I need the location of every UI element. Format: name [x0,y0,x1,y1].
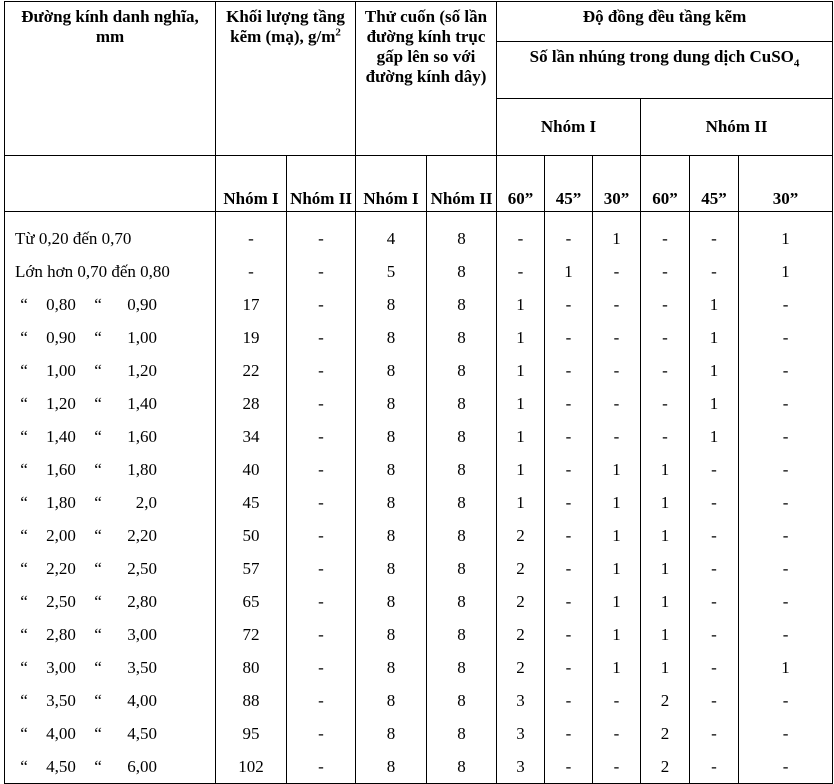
cell-dip-count: - [545,618,593,651]
cell-diameter [5,420,216,453]
cell-dip-count: 1 [690,288,739,321]
cell-mass-group-2: - [287,750,356,784]
cell-bend-group-2: 8 [427,387,497,420]
cell-dip-count: 1 [739,212,833,256]
cell-bend-group-1: 5 [356,255,427,288]
diameter-to: 4,00 [127,690,157,710]
cell-dip-count: - [641,354,690,387]
table-header [5,2,833,212]
ditto-mark: “ [20,459,28,479]
header-zinc-mass: Khối lượng tầng kẽm (mạ), $g/m^2$ [216,2,356,156]
cell-dip-count: - [593,387,641,420]
cell-dip-count: - [690,212,739,256]
cell-dip-count: - [690,684,739,717]
cell-dip-count: - [545,420,593,453]
cell-mass-group-2: - [287,618,356,651]
cell-dip-count: - [690,453,739,486]
cell-bend-group-2: 8 [427,486,497,519]
diameter-from: 2,80 [46,624,76,644]
cell-mass-group-1: - [216,255,287,288]
table-row [5,453,833,486]
ditto-mark: “ [94,525,102,545]
cell-dip-count: - [739,552,833,585]
ditto-mark: “ [94,624,102,644]
header-coating-uniformity: Độ đồng đều tầng kẽm [497,2,833,42]
table-body [5,212,833,784]
cell-bend-group-1: 8 [356,651,427,684]
cell-dip-count: - [545,585,593,618]
cell-mass-group-1: 17 [216,288,287,321]
diameter-to: 2,0 [135,492,157,512]
diameter-to: 4,50 [127,723,157,743]
cell-dip-count: - [641,321,690,354]
cell-bend-group-2: 8 [427,585,497,618]
ditto-mark: “ [20,624,28,644]
diameter-from: 1,80 [46,492,76,512]
cell-diameter: Lớn hơn 0,70 đến 0,80 [5,255,216,288]
table-row [5,717,833,750]
cell-mass-group-1: 65 [216,585,287,618]
cell-diameter [5,387,216,420]
diameter-to: 1,00 [127,327,157,347]
cell-mass-group-2: - [287,453,356,486]
cell-bend-group-2: 8 [427,519,497,552]
cell-diameter [5,453,216,486]
cell-dip-count: - [545,486,593,519]
zinc-coating-spec-table [4,1,833,784]
cell-bend-group-1: 8 [356,420,427,453]
cell-dip-count: 1 [593,552,641,585]
cell-dip-count: - [690,255,739,288]
cell-dip-count: - [593,420,641,453]
ditto-mark: “ [94,327,102,347]
cell-dip-count: - [739,288,833,321]
ditto-mark: “ [20,690,28,710]
cell-dip-count: - [739,684,833,717]
header-mass-group-2: Nhóm II [287,156,356,212]
cell-dip-count: 1 [739,255,833,288]
cell-mass-group-1: 88 [216,684,287,717]
cell-dip-count: 1 [593,453,641,486]
cell-bend-group-1: 8 [356,750,427,784]
cell-diameter [5,486,216,519]
cell-bend-group-1: 8 [356,453,427,486]
header-empty-cell [5,156,216,212]
ditto-mark: “ [94,426,102,446]
cell-dip-count: - [593,354,641,387]
table-row [5,684,833,717]
cell-mass-group-2: - [287,255,356,288]
ditto-mark: “ [20,327,28,347]
cell-dip-count: - [593,288,641,321]
diameter-from: 4,50 [46,756,76,776]
diameter-from: 0,90 [46,327,76,347]
table-row [5,486,833,519]
cell-dip-count: - [739,750,833,784]
cell-dip-count: 1 [593,618,641,651]
ditto-mark: “ [94,393,102,413]
cell-dip-count: - [497,255,545,288]
table-row [5,255,833,288]
cell-dip-count: 1 [641,585,690,618]
cell-dip-count: 2 [641,684,690,717]
cell-bend-group-1: 8 [356,585,427,618]
cell-bend-group-2: 8 [427,212,497,256]
header-time-g2-45: 45” [690,156,739,212]
ditto-mark: “ [20,525,28,545]
diameter-to: 6,00 [127,756,157,776]
cell-dip-count: 1 [641,651,690,684]
ditto-mark: “ [94,657,102,677]
header-bend-group-2: Nhóm II [427,156,497,212]
cell-mass-group-1: - [216,212,287,256]
table-row [5,387,833,420]
cell-dip-count: - [739,717,833,750]
header-group-2: Nhóm II [641,99,833,156]
cell-bend-group-2: 8 [427,288,497,321]
ditto-mark: “ [94,294,102,314]
diameter-from: 2,20 [46,558,76,578]
cell-dip-count: - [690,486,739,519]
cell-mass-group-1: 22 [216,354,287,387]
cell-mass-group-1: 34 [216,420,287,453]
header-group-1: Nhóm I [497,99,641,156]
cell-dip-count: - [545,651,593,684]
cell-dip-count: - [739,387,833,420]
cell-dip-count: 1 [497,321,545,354]
diameter-to: 1,60 [127,426,157,446]
ditto-mark: “ [20,591,28,611]
cell-dip-count: 1 [497,453,545,486]
cell-dip-count: - [545,453,593,486]
ditto-mark: “ [20,426,28,446]
cell-diameter [5,750,216,784]
cell-bend-group-1: 8 [356,618,427,651]
cell-bend-group-1: 8 [356,288,427,321]
diameter-from: 1,20 [46,393,76,413]
cell-dip-count: - [545,684,593,717]
cell-dip-count: - [545,354,593,387]
cell-mass-group-1: 80 [216,651,287,684]
diameter-from: 1,40 [46,426,76,446]
cell-dip-count: - [545,519,593,552]
ditto-mark: “ [94,492,102,512]
cell-dip-count: 1 [497,420,545,453]
cell-dip-count: 1 [690,321,739,354]
cell-bend-group-1: 8 [356,684,427,717]
cell-dip-count: - [739,420,833,453]
diameter-to: 2,50 [127,558,157,578]
cell-mass-group-1: 95 [216,717,287,750]
header-bend-group-1: Nhóm I [356,156,427,212]
cell-mass-group-2: - [287,486,356,519]
cell-dip-count: - [545,717,593,750]
table-row [5,651,833,684]
cell-dip-count: 1 [497,486,545,519]
diameter-to: 1,40 [127,393,157,413]
cell-dip-count: - [690,519,739,552]
cell-diameter [5,717,216,750]
cell-bend-group-2: 8 [427,651,497,684]
ditto-mark: “ [20,657,28,677]
cell-diameter [5,618,216,651]
cell-dip-count: 1 [641,552,690,585]
cell-dip-count: - [641,420,690,453]
cell-dip-count: 1 [593,519,641,552]
cell-dip-count: - [690,552,739,585]
ditto-mark: “ [94,690,102,710]
cell-bend-group-2: 8 [427,255,497,288]
diameter-to: 2,20 [127,525,157,545]
cell-dip-count: - [641,288,690,321]
cell-bend-group-2: 8 [427,321,497,354]
cell-bend-group-2: 8 [427,420,497,453]
ditto-mark: “ [20,723,28,743]
cell-mass-group-2: - [287,717,356,750]
cell-dip-count: 1 [593,212,641,256]
cell-dip-count: - [739,486,833,519]
table-row [5,552,833,585]
cell-dip-count: 1 [690,420,739,453]
cell-mass-group-2: - [287,212,356,256]
cell-dip-count: - [545,288,593,321]
diameter-to: 1,80 [127,459,157,479]
cell-mass-group-1: 57 [216,552,287,585]
cell-mass-group-1: 50 [216,519,287,552]
diameter-to: 3,00 [127,624,157,644]
ditto-mark: “ [20,294,28,314]
cell-dip-count: 2 [497,618,545,651]
cell-mass-group-2: - [287,684,356,717]
cell-dip-count: 3 [497,717,545,750]
cell-dip-count: 1 [690,354,739,387]
diameter-to: 0,90 [127,294,157,314]
cell-dip-count: 1 [739,651,833,684]
cell-dip-count: - [593,321,641,354]
ditto-mark: “ [20,492,28,512]
cell-diameter [5,519,216,552]
cell-bend-group-1: 8 [356,519,427,552]
diameter-to: 1,20 [127,360,157,380]
cell-dip-count: 1 [690,387,739,420]
cell-mass-group-1: 40 [216,453,287,486]
cell-bend-group-2: 8 [427,717,497,750]
cell-bend-group-1: 8 [356,552,427,585]
cell-dip-count: - [739,585,833,618]
cell-dip-count: - [545,321,593,354]
diameter-from: 2,00 [46,525,76,545]
cell-mass-group-2: - [287,585,356,618]
header-time-g1-60: 60” [497,156,545,212]
cell-dip-count: - [545,212,593,256]
ditto-mark: “ [94,360,102,380]
cell-dip-count: - [690,618,739,651]
table-row [5,212,833,256]
cell-bend-group-2: 8 [427,750,497,784]
cell-dip-count: 1 [641,453,690,486]
ditto-mark: “ [20,360,28,380]
table-row [5,420,833,453]
ditto-mark: “ [94,459,102,479]
cell-dip-count: - [593,717,641,750]
cell-dip-count: 1 [593,486,641,519]
cell-bend-group-1: 8 [356,321,427,354]
cell-dip-count: 1 [497,354,545,387]
cell-dip-count: 2 [641,750,690,784]
cell-dip-count: - [593,684,641,717]
cell-diameter [5,585,216,618]
cell-dip-count: 1 [545,255,593,288]
cell-bend-group-1: 8 [356,387,427,420]
cell-bend-group-2: 8 [427,453,497,486]
cell-diameter [5,354,216,387]
cell-dip-count: 2 [497,651,545,684]
cell-mass-group-2: - [287,387,356,420]
header-nominal-diameter: Đường kính danh nghĩa, mm [5,2,216,156]
cell-dip-count: 2 [497,519,545,552]
cell-dip-count: 1 [641,519,690,552]
cell-bend-group-2: 8 [427,354,497,387]
diameter-to: 3,50 [127,657,157,677]
cell-bend-group-2: 8 [427,552,497,585]
table-row [5,618,833,651]
header-mass-group-1: Nhóm I [216,156,287,212]
ditto-mark: “ [20,393,28,413]
cell-dip-count: - [641,212,690,256]
cell-dip-count: - [690,717,739,750]
ditto-mark: “ [94,756,102,776]
diameter-from: 3,00 [46,657,76,677]
cell-dip-count: - [593,750,641,784]
diameter-to: 2,80 [127,591,157,611]
cell-mass-group-2: - [287,354,356,387]
diameter-from: 3,50 [46,690,76,710]
cell-bend-group-1: 4 [356,212,427,256]
cell-dip-count: - [690,585,739,618]
cell-dip-count: - [690,651,739,684]
cell-dip-count: 1 [497,288,545,321]
cell-mass-group-1: 28 [216,387,287,420]
cell-mass-group-2: - [287,288,356,321]
cell-bend-group-1: 8 [356,354,427,387]
table-row [5,288,833,321]
cell-dip-count: - [739,453,833,486]
cell-dip-count: - [641,255,690,288]
diameter-from: 0,80 [46,294,76,314]
cell-dip-count: - [690,750,739,784]
table-row [5,354,833,387]
cell-bend-group-1: 8 [356,717,427,750]
cell-dip-count: 1 [641,618,690,651]
ditto-mark: “ [20,558,28,578]
cell-dip-count: - [739,618,833,651]
cell-mass-group-2: - [287,321,356,354]
table-row [5,321,833,354]
cell-bend-group-2: 8 [427,684,497,717]
cell-mass-group-2: - [287,552,356,585]
cell-mass-group-1: 19 [216,321,287,354]
ditto-mark: “ [94,723,102,743]
cell-diameter [5,684,216,717]
cell-dip-count: 3 [497,684,545,717]
header-dip-count: Số lần nhúng trong dung dịch CuSO$_4$ [497,42,833,99]
cell-dip-count: - [545,552,593,585]
cell-diameter: Từ 0,20 đến 0,70 [5,212,216,256]
cell-dip-count: 1 [497,387,545,420]
cell-bend-group-2: 8 [427,618,497,651]
cell-mass-group-1: 102 [216,750,287,784]
cell-dip-count: 1 [641,486,690,519]
cell-dip-count: - [641,387,690,420]
cell-dip-count: - [739,519,833,552]
cell-mass-group-2: - [287,420,356,453]
diameter-from: 4,00 [46,723,76,743]
header-time-g2-60: 60” [641,156,690,212]
diameter-from: 1,60 [46,459,76,479]
diameter-from: 1,00 [46,360,76,380]
cell-dip-count: 1 [593,651,641,684]
diameter-from: 2,50 [46,591,76,611]
ditto-mark: “ [94,558,102,578]
table-row [5,750,833,784]
cell-dip-count: 1 [593,585,641,618]
cell-bend-group-1: 8 [356,486,427,519]
cell-dip-count: 2 [497,552,545,585]
cell-dip-count: - [545,750,593,784]
cell-diameter [5,288,216,321]
cell-diameter [5,651,216,684]
cell-dip-count: 3 [497,750,545,784]
header-time-g1-45: 45” [545,156,593,212]
cell-dip-count: - [739,321,833,354]
table-row [5,585,833,618]
cell-mass-group-2: - [287,519,356,552]
cell-dip-count: 2 [497,585,545,618]
header-time-g1-30: 30” [593,156,641,212]
cell-dip-count: - [739,354,833,387]
cell-mass-group-1: 72 [216,618,287,651]
ditto-mark: “ [20,756,28,776]
cell-dip-count: - [593,255,641,288]
header-time-g2-30: 30” [739,156,833,212]
cell-dip-count: - [497,212,545,256]
table-row [5,519,833,552]
cell-diameter [5,552,216,585]
cell-mass-group-2: - [287,651,356,684]
cell-dip-count: - [545,387,593,420]
ditto-mark: “ [94,591,102,611]
cell-mass-group-1: 45 [216,486,287,519]
cell-dip-count: 2 [641,717,690,750]
header-bend-test: Thử cuốn (số lần đường kính trục gấp lên so với đường kính dây) [356,2,497,156]
cell-diameter [5,321,216,354]
